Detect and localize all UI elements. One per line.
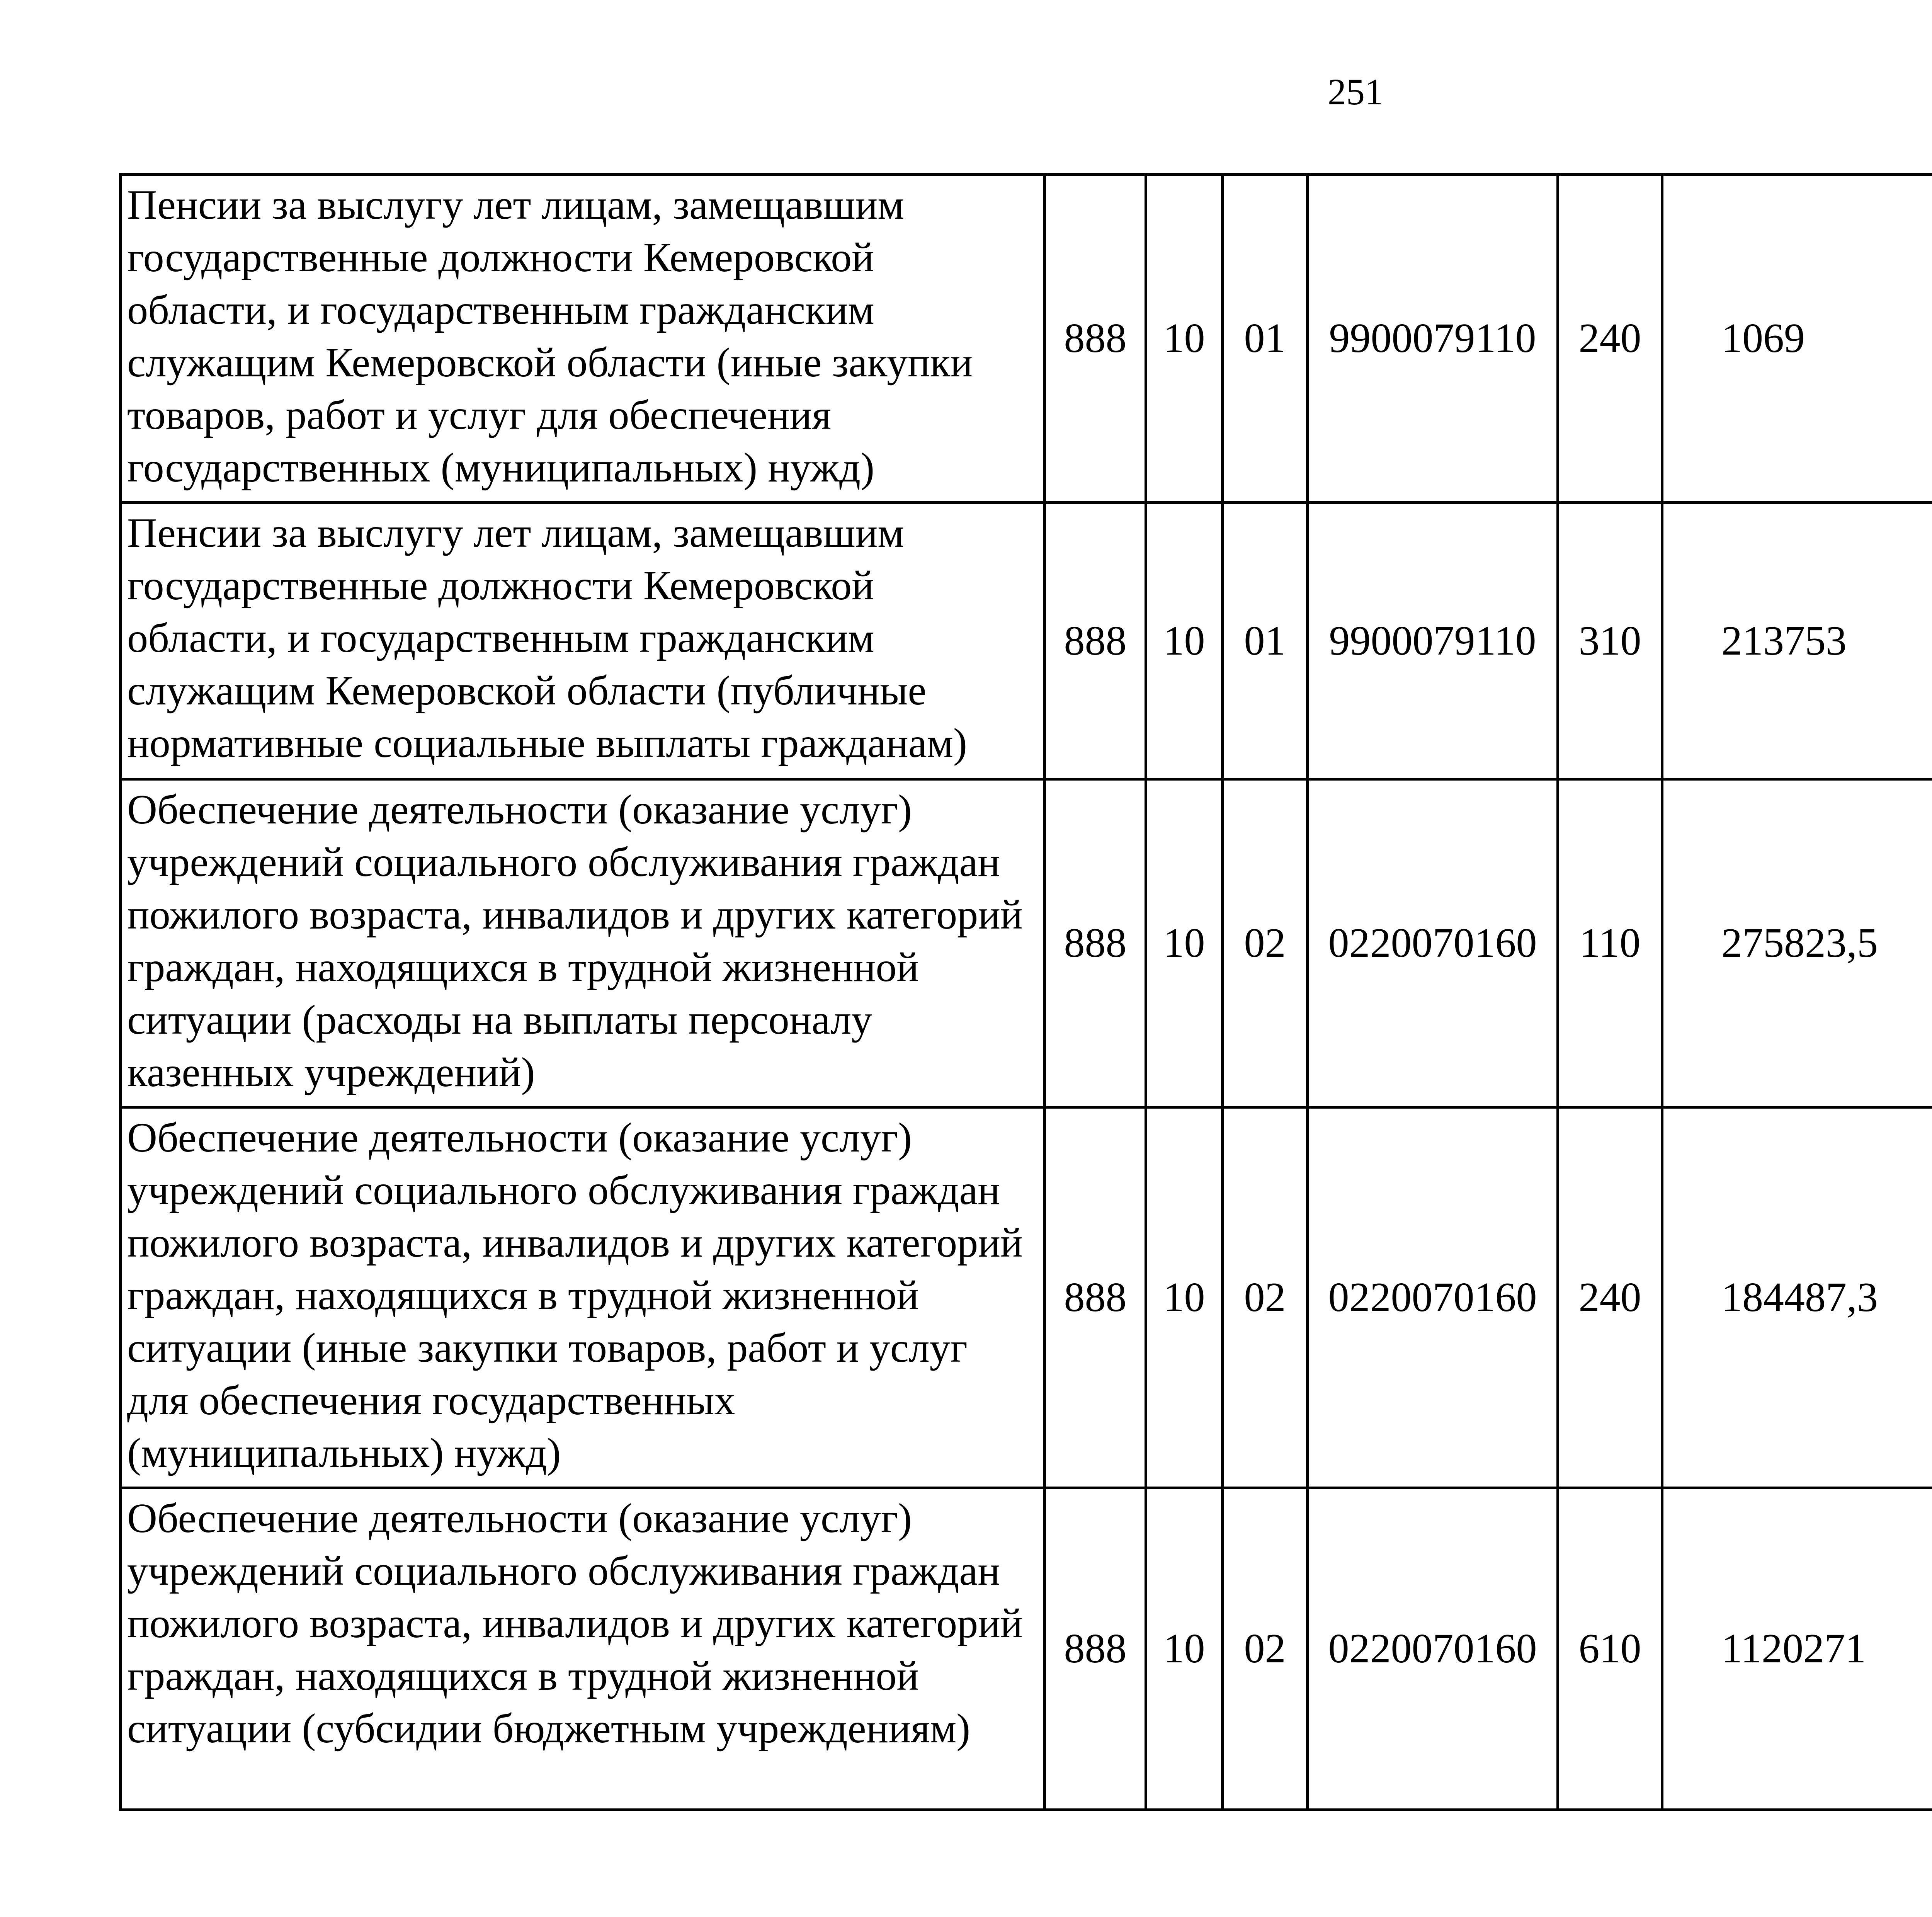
table-row xyxy=(121,503,1932,779)
expense-type-code: 110 xyxy=(1558,779,1662,1107)
target-article-code: 0220070160 xyxy=(1308,779,1558,1107)
target-article-code: 9900079110 xyxy=(1308,503,1558,779)
amount-cell: 275823,5 xyxy=(1662,779,1932,1107)
page-number: 251 xyxy=(1328,71,1383,112)
subsection-code: 02 xyxy=(1223,1488,1308,1810)
subsection-code: 02 xyxy=(1223,1107,1308,1488)
ministry-code: 888 xyxy=(1045,175,1146,503)
expense-type-code: 240 xyxy=(1558,175,1662,503)
row-description: Пенсии за выслугу лет лицам, замещавшим государственные должности Кемеровской области, и государственным гражданским служащим Кемеровской области (публичные нормативные социальные выплаты гражданам) xyxy=(121,503,1045,779)
table-row xyxy=(121,1107,1932,1488)
table-row xyxy=(121,779,1932,1107)
table-row xyxy=(121,175,1932,503)
amount-cell: 1120271 xyxy=(1662,1488,1932,1810)
amount-cell: 1069 xyxy=(1662,175,1932,503)
target-article-code: 9900079110 xyxy=(1308,175,1558,503)
target-article-code: 0220070160 xyxy=(1308,1107,1558,1488)
expense-type-code: 610 xyxy=(1558,1488,1662,1810)
ministry-code: 888 xyxy=(1045,503,1146,779)
ministry-code: 888 xyxy=(1045,1107,1146,1488)
row-description: Обеспечение деятельности (оказание услуг) учреждений социального обслуживания граждан пожилого возраста, инвалидов и других категорий граждан, находящихся в трудной жизненной ситуации (субсидии бюджетным учреждениям) xyxy=(121,1488,1045,1810)
expense-type-code: 240 xyxy=(1558,1107,1662,1488)
budget-table xyxy=(119,173,1932,1811)
section-code: 10 xyxy=(1146,503,1223,779)
expense-type-code: 310 xyxy=(1558,503,1662,779)
subsection-code: 02 xyxy=(1223,779,1308,1107)
table-row xyxy=(121,1488,1932,1810)
row-description: Обеспечение деятельности (оказание услуг) учреждений социального обслуживания граждан пожилого возраста, инвалидов и других категорий граждан, находящихся в трудной жизненной ситуации (иные закупки товаров, работ и услуг для обеспечения государственных (муниципальных) нужд) xyxy=(121,1107,1045,1488)
subsection-code: 01 xyxy=(1223,175,1308,503)
target-article-code: 0220070160 xyxy=(1308,1488,1558,1810)
section-code: 10 xyxy=(1146,1107,1223,1488)
ministry-code: 888 xyxy=(1045,1488,1146,1810)
section-code: 10 xyxy=(1146,1488,1223,1810)
row-description: Пенсии за выслугу лет лицам, замещавшим государственные должности Кемеровской области, и государственным гражданским служащим Кемеровской области (иные закупки товаров, работ и услуг для обеспечения государственных (муниципальных) нужд) xyxy=(121,175,1045,503)
amount-cell: 184487,3 xyxy=(1662,1107,1932,1488)
ministry-code: 888 xyxy=(1045,779,1146,1107)
section-code: 10 xyxy=(1146,779,1223,1107)
row-description: Обеспечение деятельности (оказание услуг) учреждений социального обслуживания граждан пожилого возраста, инвалидов и других категорий граждан, находящихся в трудной жизненной ситуации (расходы на выплаты персоналу казенных учреждений) xyxy=(121,779,1045,1107)
section-code: 10 xyxy=(1146,175,1223,503)
subsection-code: 01 xyxy=(1223,503,1308,779)
amount-cell: 213753 xyxy=(1662,503,1932,779)
